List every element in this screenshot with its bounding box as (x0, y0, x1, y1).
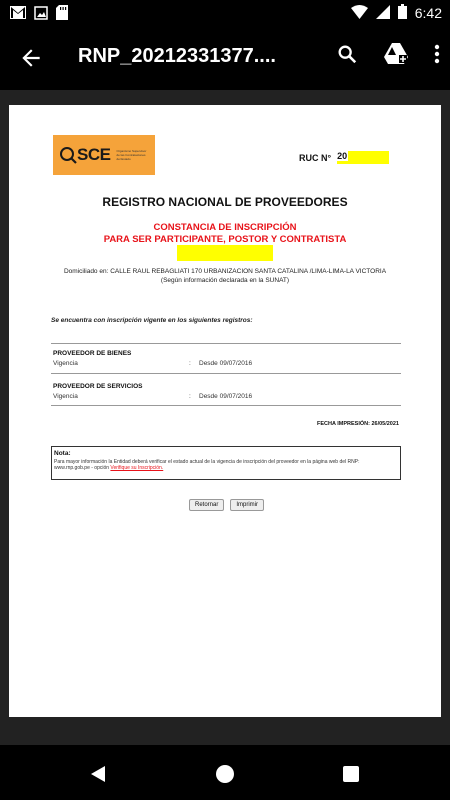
clock: 6:42 (414, 5, 442, 21)
ruc-label: RUC N° (299, 152, 332, 163)
print-date: FECHA IMPRESIÓN: 26/05/2021 (316, 421, 399, 427)
registry-value: Desde 09/07/2016 (199, 360, 253, 367)
divider (51, 343, 401, 344)
gmail-icon (10, 6, 26, 24)
registry-sep: : (189, 393, 191, 400)
address-line-1: Domiciliado en: CALLE RAUL REBAGLIATI 170 URBANIZACION SANTA CATALINA /LIMA-LIMA-LA VICTORIA (63, 268, 387, 275)
app-bar (0, 25, 450, 90)
registry-key: Vigencia (53, 393, 78, 400)
note-line-2-prefix: www.rnp.gob.pe - opción (54, 465, 111, 471)
main-title: REGISTRO NACIONAL DE PROVEEDORES (102, 195, 348, 209)
more-vert-icon[interactable] (434, 44, 440, 69)
cell-signal-icon (376, 5, 390, 22)
action-buttons (189, 499, 264, 511)
status-bar (0, 0, 450, 25)
magnifier-logo-icon (59, 146, 77, 164)
registry-title-servicios: PROVEEDOR DE SERVICIOS (53, 383, 143, 390)
home-icon[interactable] (216, 765, 234, 783)
registry-sep: : (189, 360, 191, 367)
navigation-bar (0, 745, 450, 800)
battery-icon (398, 4, 407, 22)
note-box (51, 446, 401, 480)
search-icon[interactable] (336, 43, 358, 70)
document-title: RNP_20212331377.... (78, 45, 276, 67)
pdf-page[interactable] (9, 105, 441, 717)
ruc-field (299, 151, 389, 164)
registry-key: Vigencia (53, 360, 78, 367)
verify-registration-link[interactable]: Verifique su Inscripción. (110, 465, 164, 471)
registry-row-bienes (53, 360, 252, 367)
divider (51, 373, 401, 374)
note-line-2 (54, 465, 398, 471)
registry-value: Desde 09/07/2016 (199, 393, 253, 400)
logo-subtext: Organismo Supervisor de las Contrataciones del Estado (116, 149, 147, 161)
recents-icon[interactable] (343, 766, 359, 782)
ruc-redacted-value (337, 151, 389, 164)
back-icon[interactable] (89, 765, 107, 788)
divider (51, 405, 401, 406)
back-arrow-icon[interactable] (18, 45, 44, 71)
registry-intro: Se encuentra con inscripción vigente en los siguientes registros: (51, 317, 253, 324)
osce-logo (53, 135, 155, 175)
pdf-viewer[interactable] (0, 90, 450, 745)
registry-title-bienes: PROVEEDOR DE BIENES (53, 350, 132, 357)
ruc-value: 20 (337, 151, 348, 161)
logo-text: SCE (77, 145, 111, 164)
print-button[interactable]: Imprimir (230, 499, 264, 511)
registry-row-servicios (53, 393, 252, 400)
subtitle-line-2: PARA SER PARTICIPANTE, POSTOR Y CONTRATISTA (103, 234, 347, 245)
return-button[interactable]: Retornar (189, 499, 224, 511)
redacted-name-highlight (177, 245, 273, 261)
note-title: Nota: (54, 450, 71, 457)
subtitle-line-1: CONSTANCIA DE INSCRIPCIÓN (153, 222, 297, 233)
image-icon (34, 6, 48, 25)
note-line-1: Para mayor información la Entidad deberá verificar el estado actual de la vigencia de inscripción del proveedor en la página web del RNP: (54, 459, 360, 465)
wifi-icon (351, 5, 368, 22)
sd-card-icon (56, 5, 68, 25)
address-line-2: (Según información declarada en la SUNAT) (160, 277, 290, 284)
drive-add-icon[interactable] (384, 43, 408, 70)
